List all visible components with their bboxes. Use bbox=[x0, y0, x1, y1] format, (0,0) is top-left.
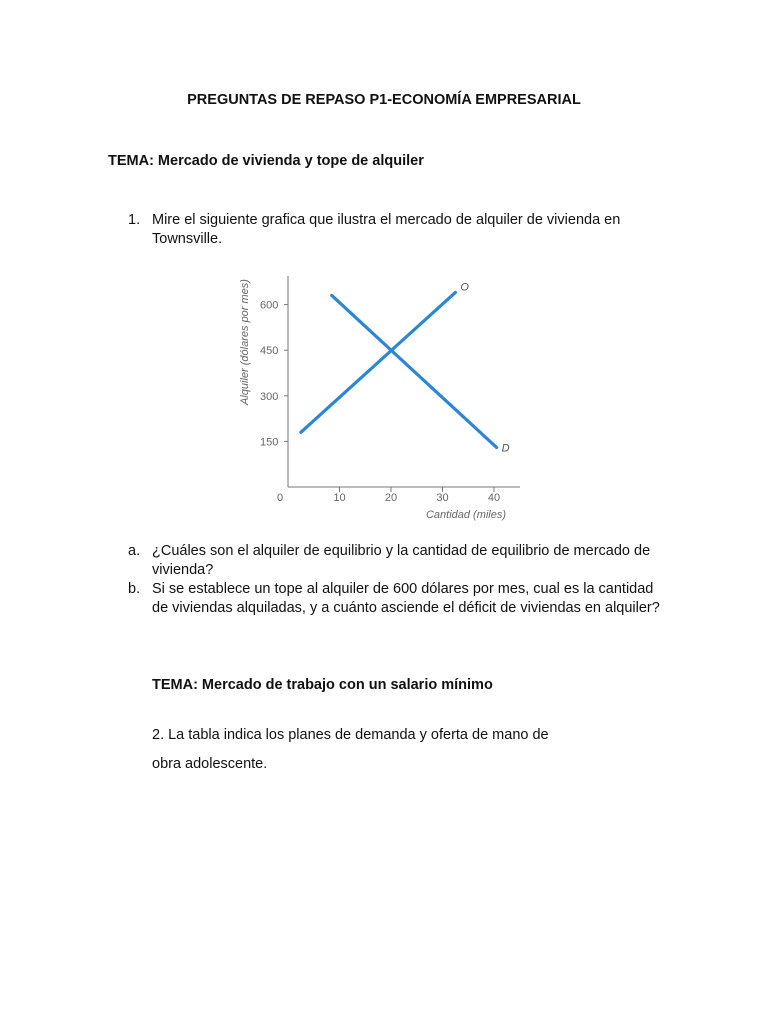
section2-heading: TEMA: Mercado de trabajo con un salario mínimo bbox=[152, 677, 493, 693]
series-label-D: D bbox=[501, 442, 510, 455]
question1-number: 1. bbox=[128, 212, 141, 228]
y-tick-label-450: 450 bbox=[260, 345, 279, 358]
y-tick-label-150: 150 bbox=[260, 436, 279, 449]
x-tick-label-40: 40 bbox=[487, 492, 501, 504]
x-tick-label-20: 20 bbox=[384, 492, 398, 504]
y-tick-label-600: 600 bbox=[260, 299, 279, 312]
x-axis-label: Cantidad (miles) bbox=[425, 509, 507, 521]
series-line-D bbox=[332, 295, 497, 447]
sub-a-marker: a. bbox=[128, 543, 141, 559]
section1-heading: TEMA: Mercado de vivienda y tope de alquiler bbox=[108, 153, 424, 169]
sub-b-text: Si se establece un tope al alquiler de 600 dólares por mes, cual es la cantidad de viviendas alquiladas, y a cuánto asciende el déficit de viviendas en alquiler? bbox=[152, 581, 660, 616]
x-tick-label-10: 10 bbox=[333, 492, 346, 504]
x-tick-label-30: 30 bbox=[436, 492, 449, 504]
chart-axes bbox=[288, 276, 520, 487]
chart-ticks bbox=[260, 300, 500, 504]
page-title: PREGUNTAS DE REPASO P1-ECONOMÍA EMPRESARIAL bbox=[187, 92, 581, 108]
y-axis-label: Alquiler (dólares por mes) bbox=[239, 279, 251, 405]
sub-b-marker: b. bbox=[128, 581, 141, 597]
sub-a-text: ¿Cuáles son el alquiler de equilibrio y la cantidad de equilibrio de mercado de vivienda? bbox=[152, 543, 651, 578]
rent-market-chart bbox=[228, 270, 538, 530]
question2-line2: obra adolescente. bbox=[152, 756, 268, 772]
question1-text: Mire el siguiente grafica que ilustra el mercado de alquiler de vivienda en Townsville. bbox=[152, 212, 621, 247]
x-tick-label-0: 0 bbox=[276, 492, 284, 504]
question2-line1: 2. La tabla indica los planes de demanda y oferta de mano de bbox=[152, 727, 549, 743]
series-label-O: O bbox=[460, 281, 469, 294]
y-tick-label-300: 300 bbox=[260, 390, 279, 403]
series-line-O bbox=[301, 292, 456, 432]
chart-series bbox=[301, 281, 510, 454]
